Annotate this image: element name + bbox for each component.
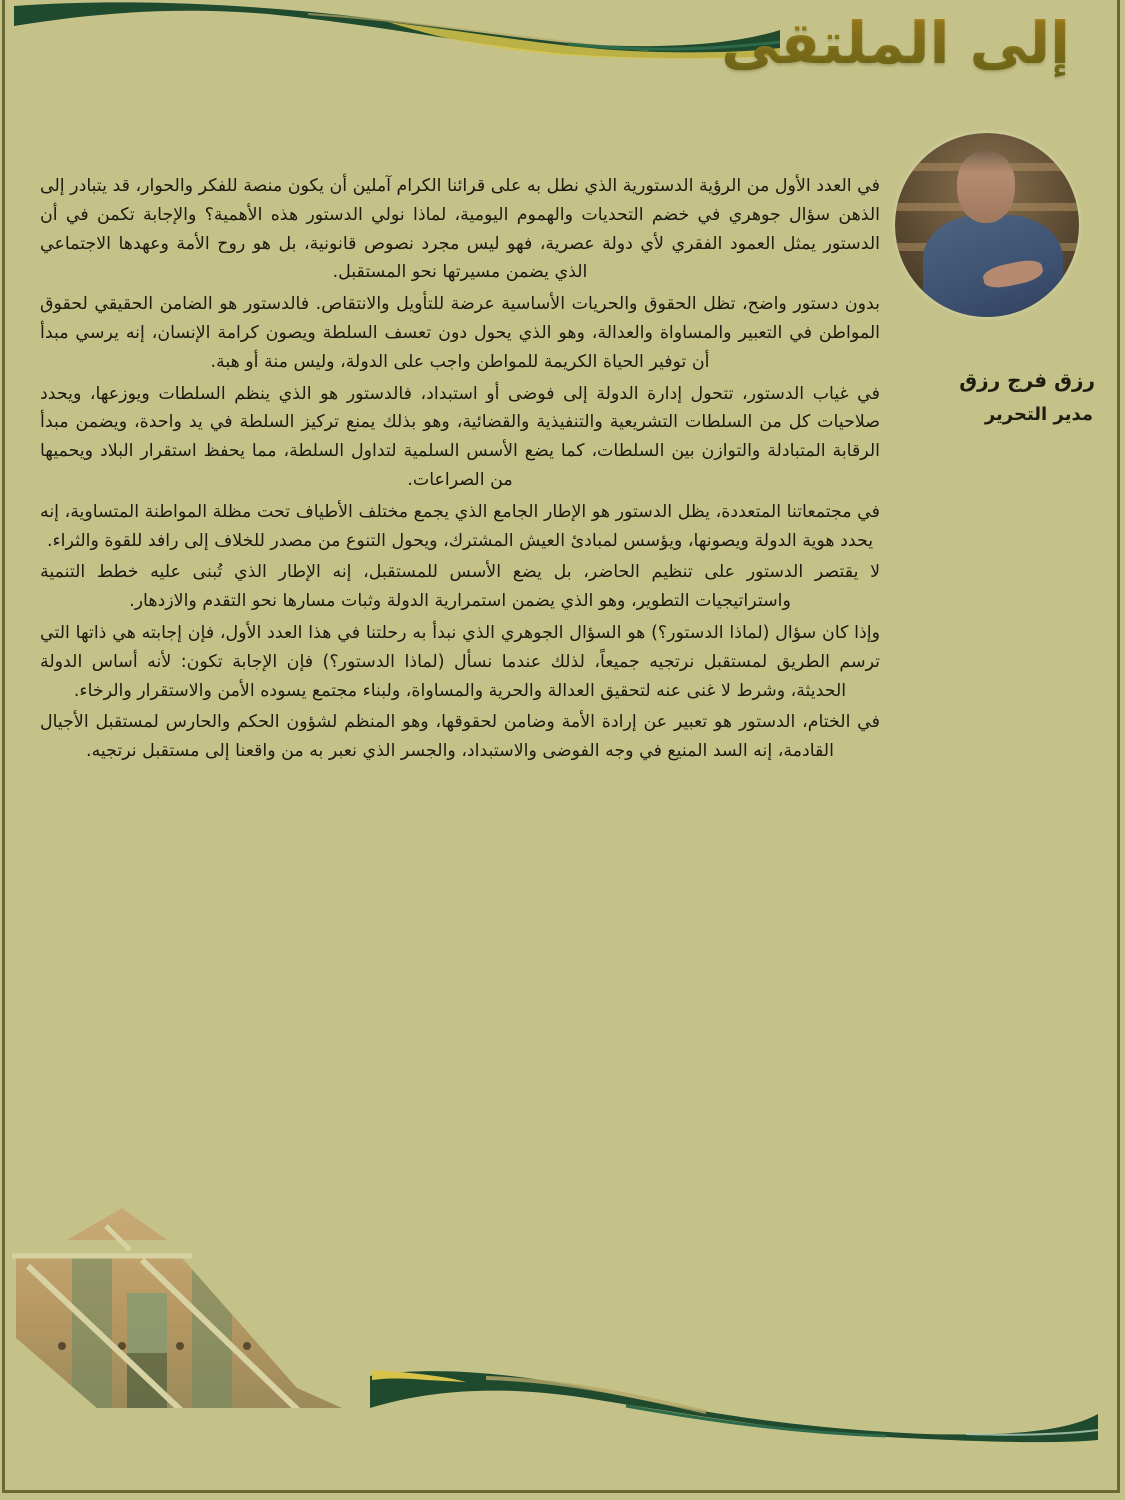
article-paragraph: وإذا كان سؤال (لماذا الدستور؟) هو السؤال الجوهري الذي نبدأ به رحلتنا في هذا العدد الأول، فإن إجابته هي ذاتها التي ترسم الطريق لمستقبل نرتجيه جميعاً، لذلك عندما نسأل (لماذا الدستور؟) فإن الإجابة تكون: لأنه أساس الدولة الحديثة، وشرط لا غنى عنه لتحقيق العدالة والحرية والمساواة، ولبناء مجتمع يسوده الأمن والاستقرار والرخاء. (40, 622, 880, 701)
building-facade-graphic (12, 1198, 342, 1408)
author-name: رزق فرج رزق (959, 368, 1095, 392)
author-photo (895, 133, 1079, 317)
author-head (957, 151, 1015, 223)
article-body (40, 172, 880, 769)
article-paragraph: في العدد الأول من الرؤية الدستورية الذي نطل به على قرائنا الكرام آملين أن يكون منصة للفكر والحوار، قد يتبادر إلى الذهن سؤال جوهري في خضم التحديات والهموم اليومية، لماذا نولي الدستور هذه الأهمية؟ والإجابة تكمن في أن الدستور يمثل العمود الفقري لأي دولة عصرية، فهو ليس مجرد نصوص قانونية، بل هو روح الأمة وعهدها الاجتماعي الذي يضمن مسيرتها نحو المستقبل. (40, 176, 880, 283)
article-paragraph: لا يقتصر الدستور على تنظيم الحاضر، بل يضع الأسس للمستقبل، إنه الإطار الذي تُبنى عليه خطط التنمية واستراتيجيات التطوير، وهو الذي يضمن استمرارية الدولة وثبات مسارها نحو التقدم والازدهار. (40, 562, 880, 612)
author-role: مدير التحرير (984, 404, 1093, 425)
section-title: إلى الملتقى (721, 6, 1070, 81)
article-paragraph: في الختام، الدستور هو تعبير عن إرادة الأمة وضامن لحقوقها، وهو المنظم لشؤون الحكم والحارس لمستقبل الأجيال القادمة، إنه السد المنيع في وجه الفوضى والاستبداد، والجسر الذي نعبر به من واقعنا إلى مستقبل نرتجيه. (40, 712, 880, 762)
article-paragraph: في غياب الدستور، تتحول إدارة الدولة إلى فوضى أو استبداد، فالدستور هو الذي ينظم السلطات ويوزعها، ويحدد صلاحيات كل من السلطات التشريعية والتنفيذية والقضائية، وهو بذلك يمنع تركيز السلطة في يد واحدة، ويضمن مبدأ الرقابة المتبادلة والتوازن بين السلطات، كما يضع الأسس السلمية لتداول السلطة، مما يحفظ استقرار البلاد ويحميها من الصراعات. (40, 383, 880, 490)
top-wave-ribbon-icon (8, 0, 788, 64)
bottom-wave-ribbon-icon (366, 1358, 1106, 1448)
article-paragraph: بدون دستور واضح، تظل الحقوق والحريات الأساسية عرضة للتأويل والانتقاص. فالدستور هو الضامن الحقيقي لحقوق المواطن في التعبير والمساواة والعدالة، وهو الذي يحول دون تعسف السلطة ويصون كرامة الإنسان، إنه يرسي مبدأ أن توفير الحياة الكريمة للمواطن واجب على الدولة، وليس منة أو هبة. (40, 294, 880, 372)
article-paragraph: في مجتمعاتنا المتعددة، يظل الدستور هو الإطار الجامع الذي يجمع مختلف الأطياف تحت مظلة المواطنة المتساوية، إنه يحدد هوية الدولة ويصونها، ويؤسس لمبادئ العيش المشترك، ويحول التنوع من مصدر للخلاف إلى رافد للقوة والثراء. (40, 501, 880, 551)
